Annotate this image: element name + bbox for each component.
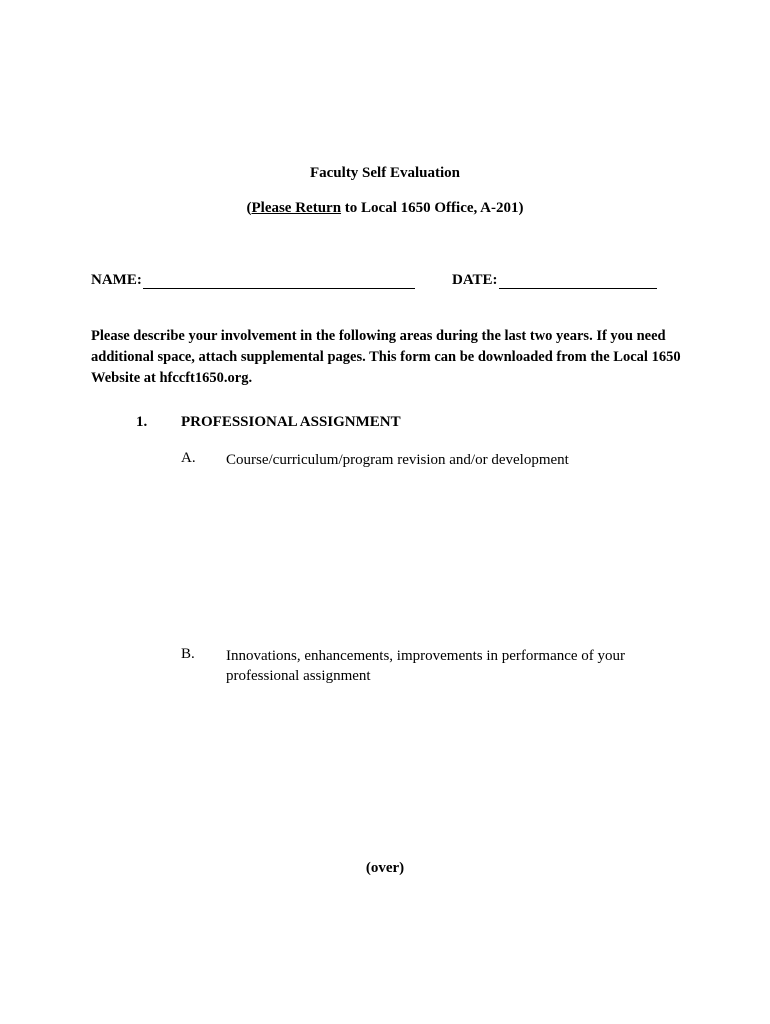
date-field (452, 272, 657, 289)
form-title: Faculty Self Evaluation (309, 165, 460, 181)
return-underlined-text: Please Return (251, 200, 342, 216)
instructions-paragraph: Please describe your involvement in the following areas during the last two years. If you need additional space, attach supplemental pages. This form can be downloaded from the Local 1650 Website at hfccft1650.org. (91, 328, 681, 386)
name-label: NAME: (91, 272, 142, 288)
item-text-b: Innovations, enhancements, improvements in performance of your professional assignment (226, 648, 626, 684)
over-indicator: (over) (365, 860, 405, 876)
return-suffix: to Local 1650 Office, A-201) (341, 200, 524, 216)
return-instruction (0, 200, 770, 217)
date-label: DATE: (452, 272, 498, 288)
name-field (91, 272, 415, 289)
date-blank-line[interactable] (499, 274, 657, 289)
item-text-a: Course/curriculum/program revision and/or development (226, 452, 569, 468)
item-letter-b: B. (181, 646, 195, 662)
section-title: PROFESSIONAL ASSIGNMENT (181, 414, 401, 430)
return-prefix: ( (246, 200, 252, 216)
section-number: 1. (136, 414, 148, 430)
name-blank-line[interactable] (143, 274, 415, 289)
item-letter-a: A. (181, 450, 196, 466)
